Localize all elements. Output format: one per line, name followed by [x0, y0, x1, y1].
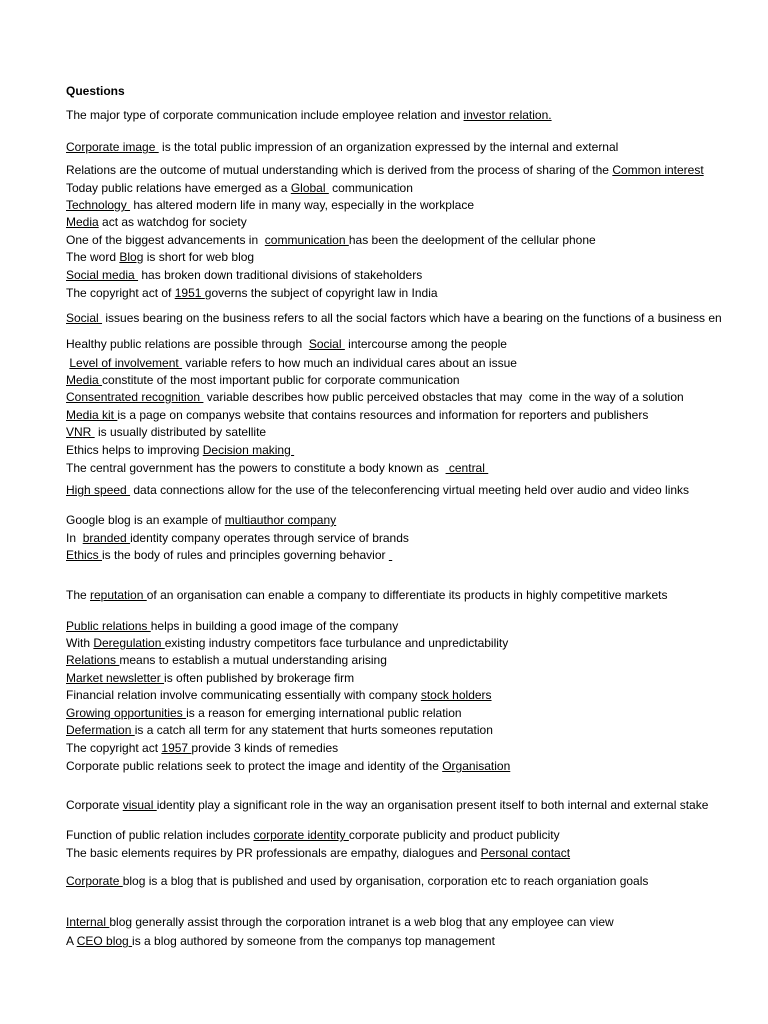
question-text: is a blog authored by someone from the companys top management: [132, 934, 495, 948]
question-text: Function of public relation includes: [66, 828, 254, 842]
question-line: [66, 390, 684, 404]
answer-text: Public relations: [66, 619, 151, 633]
question-line: [66, 286, 438, 300]
question-line: [66, 548, 392, 562]
answer-text: central: [445, 461, 489, 475]
question-text: blog generally assist through the corporation intranet is a web blog that any employee can view: [109, 915, 614, 929]
answer-text: [389, 548, 392, 562]
question-text: is a reason for emerging international public relation: [186, 706, 462, 720]
question-text: corporate publicity and product publicity: [348, 828, 560, 842]
question-text: is the body of rules and principles governing behavior: [102, 548, 389, 562]
answer-text: Decision making: [202, 443, 295, 457]
question-text: Financial relation involve communicating essentially with company: [66, 688, 421, 702]
question-text: identity company operates through service of brands: [130, 531, 409, 545]
question-text: The central government has the powers to constitute a body known as: [66, 461, 446, 475]
question-line: [66, 846, 570, 860]
question-line: [66, 356, 517, 370]
answer-text: corporate identity: [253, 828, 349, 842]
answer-text: Media kit: [66, 408, 118, 422]
question-text: act as watchdog for society: [98, 215, 247, 229]
question-line: [66, 443, 294, 457]
answer-text: Social: [66, 311, 103, 325]
question-text: The basic elements requires by PR professionals are empathy, dialogues and: [66, 846, 481, 860]
question-line: [66, 874, 648, 888]
answer-text: Deregulation: [93, 636, 165, 650]
question-line: [66, 741, 338, 755]
question-text: helps in building a good image of the company: [150, 619, 399, 633]
question-text: intercourse among the people: [344, 337, 507, 351]
question-line: [66, 706, 462, 720]
question-text: One of the biggest advancements in: [66, 233, 265, 247]
answer-text: Technology: [66, 198, 131, 212]
answer-text: Corporate: [66, 874, 123, 888]
question-text: of an organisation can enable a company to differentiate its products in highly competitive markets: [146, 588, 668, 602]
question-line: [66, 671, 354, 685]
answer-text: visual: [122, 798, 157, 812]
answer-text: stock holders: [420, 688, 492, 702]
question-text: Today public relations have emerged as a: [66, 181, 291, 195]
question-line: [66, 688, 492, 702]
question-line: [66, 653, 387, 667]
question-text: is the total public impression of an organization expressed by the internal and external: [158, 140, 619, 154]
answer-text: Personal contact: [480, 846, 571, 860]
answer-text: VNR: [66, 425, 95, 439]
question-line: [66, 108, 552, 122]
question-line: [66, 828, 560, 842]
question-line: [66, 588, 667, 602]
answer-text: Ethics: [66, 548, 103, 562]
answer-text: Common interest: [612, 163, 704, 177]
question-line: [66, 181, 413, 195]
question-text: Google blog is an example of: [66, 513, 225, 527]
answer-text: CEO blog: [76, 934, 133, 948]
answer-text: branded: [82, 531, 131, 545]
question-text: variable refers to how much an individual cares about an issue: [182, 356, 517, 370]
question-text: existing industry competitors face turbulance and unpredictability: [164, 636, 509, 650]
questions-heading: Questions: [66, 84, 125, 98]
answer-text: Level of involvement: [69, 356, 183, 370]
question-text: Relations are the outcome of mutual understanding which is derived from the process of sharing of the: [66, 163, 613, 177]
question-text: Corporate: [66, 798, 123, 812]
question-line: [66, 759, 510, 773]
question-text: has broken down traditional divisions of stakeholders: [138, 268, 423, 282]
question-text: Healthy public relations are possible through: [66, 337, 309, 351]
answer-text: Social media: [66, 268, 139, 282]
answer-text: Organisation: [442, 759, 511, 773]
question-text: is usually distributed by satellite: [94, 425, 267, 439]
question-line: [66, 483, 689, 497]
question-line: [66, 934, 495, 948]
question-line: [66, 636, 508, 650]
question-text: is often published by brokerage firm: [164, 671, 355, 685]
question-line: [66, 723, 493, 737]
question-text: provide 3 kinds of remedies: [191, 741, 339, 755]
question-text: In: [66, 531, 83, 545]
question-line: [66, 513, 336, 527]
answer-text: Growing opportunities: [66, 706, 187, 720]
question-line: [66, 250, 254, 264]
question-line: [66, 140, 618, 154]
answer-text: multiauthor company: [224, 513, 337, 527]
question-text: means to establish a mutual understanding arising: [119, 653, 387, 667]
question-text: identity play a significant role in the way an organisation present itself to both internal and external stake: [156, 798, 709, 812]
question-line: [66, 215, 247, 229]
answer-text: Media: [66, 215, 99, 229]
question-text: The major type of corporate communication include employee relation and: [66, 108, 464, 122]
question-text: communication: [328, 181, 413, 195]
question-line: [66, 337, 507, 351]
question-line: [66, 425, 266, 439]
answer-text: investor relation.: [463, 108, 552, 122]
question-line: [66, 163, 704, 177]
question-text: is a page on companys website that contains resources and information for reporters and publishers: [117, 408, 649, 422]
question-text: governs the subject of copyright law in India: [204, 286, 438, 300]
question-text: The: [66, 588, 91, 602]
question-text: Corporate public relations seek to protect the image and identity of the: [66, 759, 443, 773]
question-line: [66, 198, 474, 212]
question-text: has altered modern life in many way, especially in the workplace: [130, 198, 474, 212]
question-text: is short for web blog: [143, 250, 255, 264]
question-line: [66, 311, 722, 325]
answer-text: communication: [264, 233, 349, 247]
answer-text: Relations: [66, 653, 120, 667]
question-text: issues bearing on the business refers to all the social factors which have a bearing on the functions of a business en: [102, 311, 722, 325]
question-text: variable describes how public perceived obstacles that may come in the way of a solution: [203, 390, 684, 404]
question-text: constitute of the most important public for corporate communication: [102, 373, 460, 387]
question-text: data connections allow for the use of the teleconferencing virtual meeting held over audio and video links: [130, 483, 690, 497]
answer-text: Consentrated recognition: [66, 390, 204, 404]
question-text: is a catch all term for any statement that hurts someones reputation: [134, 723, 493, 737]
answer-text: Global: [290, 181, 329, 195]
answer-text: Social: [308, 337, 345, 351]
question-text: The word: [66, 250, 120, 264]
question-line: [66, 373, 460, 387]
answer-text: High speed: [66, 483, 131, 497]
question-text: has been the deelopment of the cellular phone: [348, 233, 596, 247]
question-line: [66, 461, 488, 475]
answer-text: Blog: [119, 250, 144, 264]
question-line: [66, 268, 422, 282]
question-line: [66, 915, 614, 929]
answer-text: Defermation: [66, 723, 135, 737]
question-line: [66, 408, 648, 422]
answer-text: Media: [66, 373, 103, 387]
question-line: [66, 233, 596, 247]
question-line: [66, 531, 409, 545]
answer-text: reputation: [90, 588, 147, 602]
question-line: [66, 798, 708, 812]
question-text: The copyright act: [66, 741, 162, 755]
question-text: blog is a blog that is published and used by organisation, corporation etc to reach organiation goals: [122, 874, 649, 888]
question-text: The copyright act of: [66, 286, 175, 300]
question-text: Ethics helps to improving: [66, 443, 203, 457]
answer-text: 1957: [161, 741, 192, 755]
answer-text: Internal: [66, 915, 110, 929]
answer-text: Corporate image: [66, 140, 159, 154]
answer-text: 1951: [174, 286, 205, 300]
question-text: A: [66, 934, 77, 948]
answer-text: Market newsletter: [66, 671, 165, 685]
question-text: With: [66, 636, 94, 650]
question-line: [66, 619, 398, 633]
